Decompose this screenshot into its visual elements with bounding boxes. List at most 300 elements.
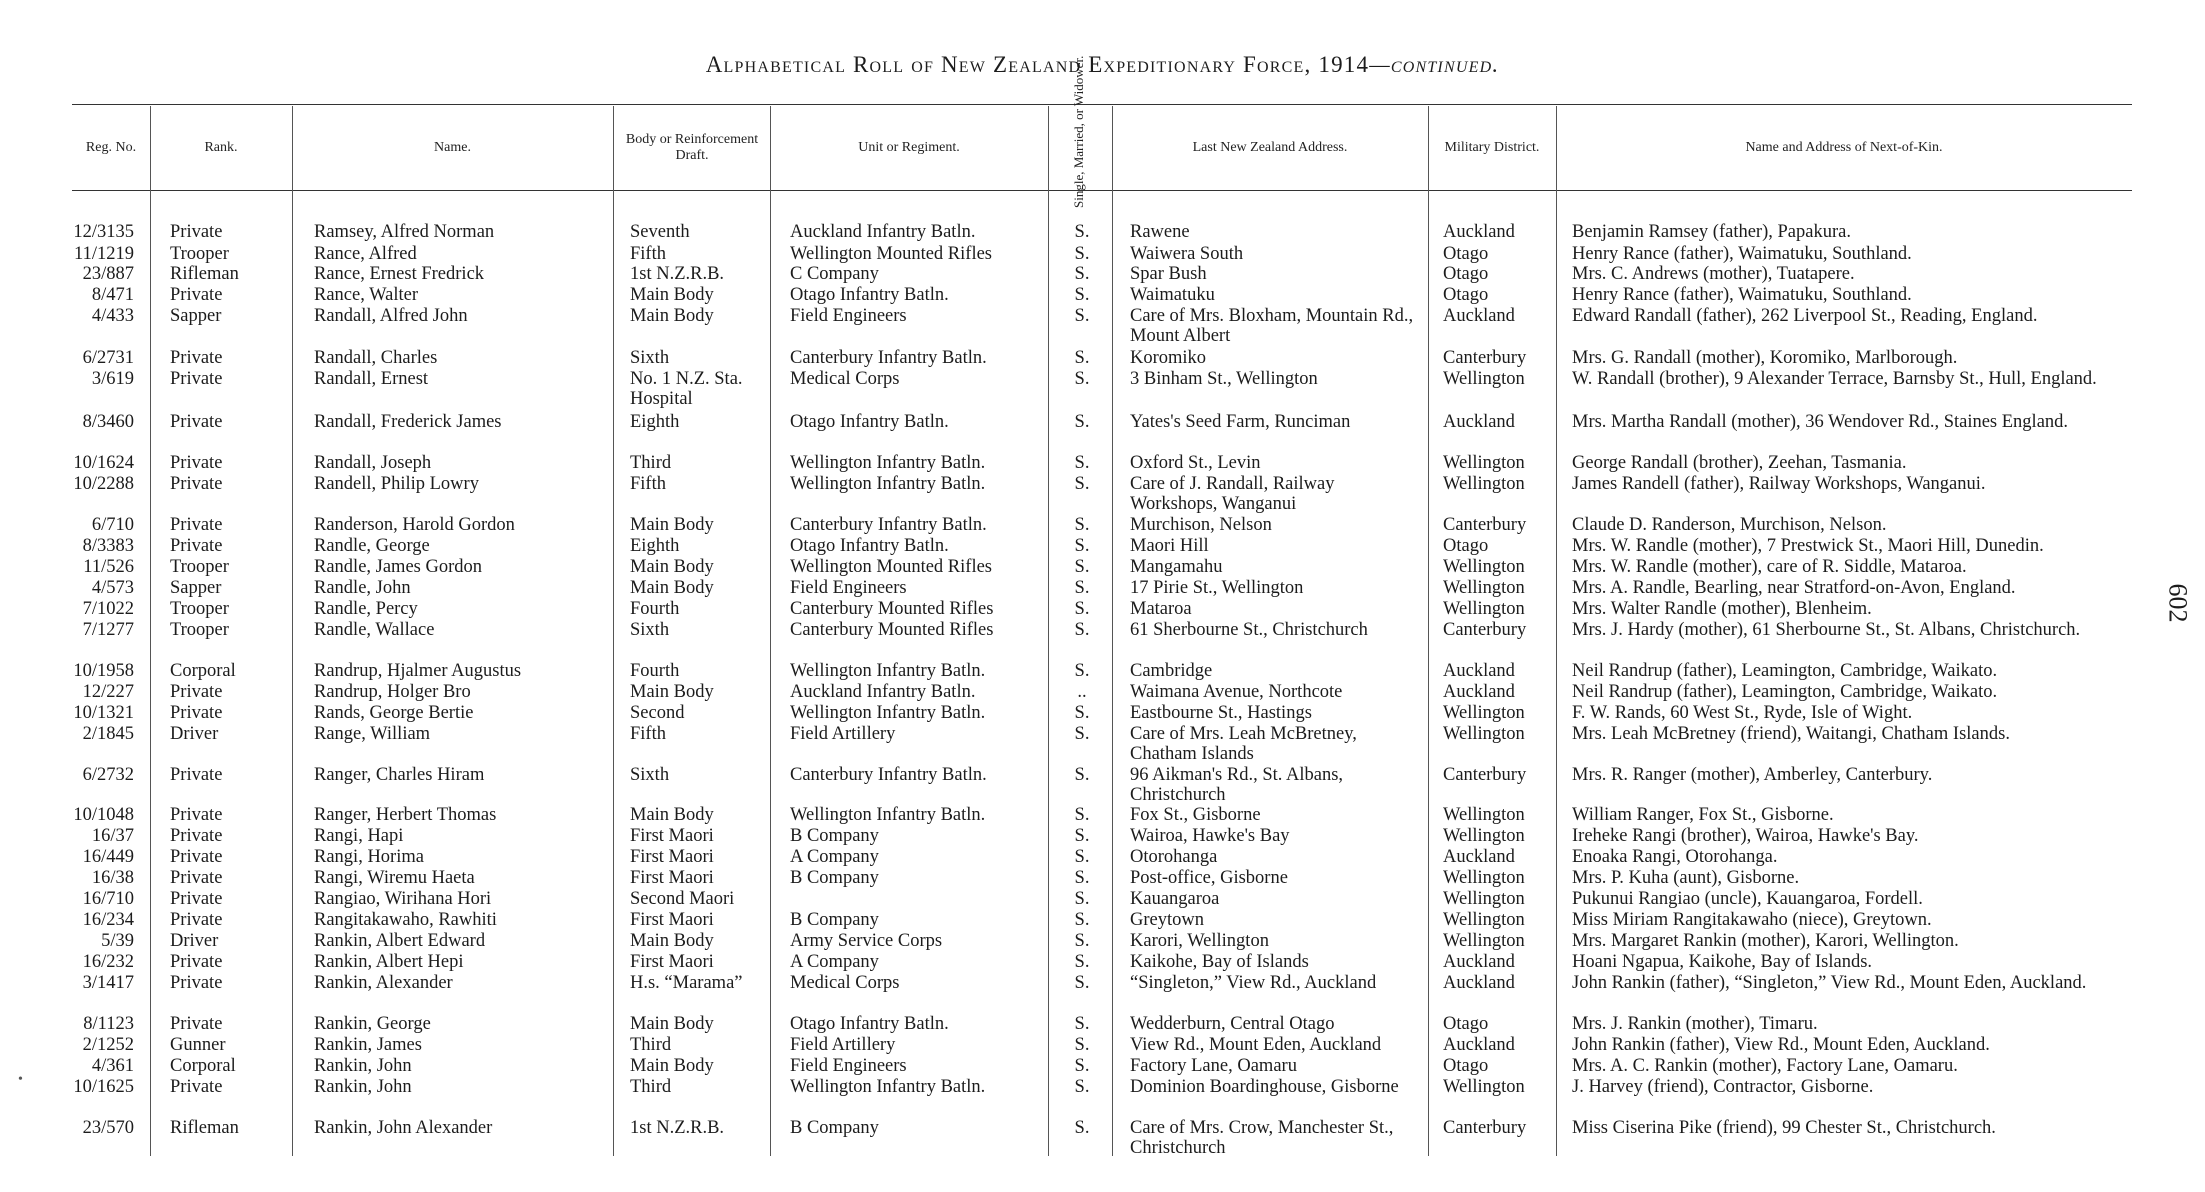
cell-district: Wellington [1443, 805, 1525, 825]
cell-district: Wellington [1443, 474, 1525, 494]
cell-kin: Mrs. W. Randle (mother), 7 Prestwick St., Maori Hill, Dunedin. [1572, 536, 2044, 556]
cell-status: .. [1077, 682, 1087, 702]
cell-body: Eighth [630, 536, 680, 556]
cell-kin: Mrs. A. Randle, Bearling, near Stratford-on-Avon, England. [1572, 578, 2016, 598]
cell-unit: Otago Infantry Batln. [790, 536, 949, 556]
cell-address: Wedderburn, Central Otago [1130, 1014, 1335, 1034]
cell-status: S. [1074, 285, 1090, 305]
cell-unit: B Company [790, 868, 879, 888]
cell-rank: Gunner [170, 1035, 226, 1055]
cell-status: S. [1074, 306, 1090, 326]
header-status: Single, Married, or Widower. [1071, 55, 1086, 208]
cell-rank: Rifleman [170, 1118, 239, 1138]
cell-reg: 8/471 [91, 285, 134, 305]
header-reg-no: Reg. No. [85, 140, 137, 155]
cell-address: Factory Lane, Oamaru [1130, 1056, 1297, 1076]
cell-reg: 6/710 [91, 515, 134, 535]
cell-unit: Wellington Mounted Rifles [790, 244, 992, 264]
cell-kin: Mrs. G. Randall (mother), Koromiko, Marlborough. [1572, 348, 1958, 368]
cell-rank: Private [170, 222, 223, 242]
cell-reg: 10/2288 [73, 474, 134, 494]
cell-district: Auckland [1443, 661, 1515, 681]
cell-rank: Private [170, 348, 223, 368]
cell-kin: Claude D. Randerson, Murchison, Nelson. [1572, 515, 1887, 535]
cell-rank: Private [170, 868, 223, 888]
cell-name: Randall, Ernest [314, 369, 429, 389]
cell-status: S. [1074, 1014, 1090, 1034]
cell-unit: Field Artillery [790, 1035, 896, 1055]
cell-body: Main Body [630, 285, 714, 305]
cell-address: 61 Sherbourne St., Christchurch [1130, 620, 1368, 640]
cell-address: Eastbourne St., Hastings [1130, 703, 1312, 723]
cell-unit: Otago Infantry Batln. [790, 285, 949, 305]
cell-reg: 16/37 [91, 826, 134, 846]
cell-address: Cambridge [1130, 661, 1213, 681]
column-divider [1112, 106, 1113, 1156]
cell-body: Fifth [630, 244, 666, 264]
cell-district: Auckland [1443, 412, 1515, 432]
cell-reg: 2/1845 [82, 724, 134, 744]
cell-kin: Hoani Ngapua, Kaikohe, Bay of Islands. [1572, 952, 1873, 972]
cell-status: S. [1074, 1056, 1090, 1076]
cell-rank: Trooper [170, 599, 229, 619]
cell-rank: Corporal [170, 1056, 236, 1076]
cell-district: Canterbury [1443, 765, 1527, 785]
cell-unit: Otago Infantry Batln. [790, 412, 949, 432]
cell-body: Main Body [630, 306, 714, 326]
cell-address: 96 Aikman's Rd., St. Albans, Christchurch [1130, 765, 1344, 805]
cell-address: Karori, Wellington [1130, 931, 1269, 951]
cell-reg: 3/1417 [82, 973, 134, 993]
cell-body: Eighth [630, 412, 680, 432]
cell-name: Randall, Frederick James [314, 412, 502, 432]
cell-name: Ranger, Herbert Thomas [314, 805, 497, 825]
cell-body: Main Body [630, 515, 714, 535]
cell-district: Otago [1443, 1014, 1489, 1034]
cell-address: Rawene [1130, 222, 1190, 242]
cell-body: Fifth [630, 724, 666, 744]
cell-body: Seventh [630, 222, 690, 242]
cell-rank: Sapper [170, 306, 222, 326]
cell-status: S. [1074, 620, 1090, 640]
cell-name: Rance, Alfred [314, 244, 417, 264]
cell-kin: Mrs. Leah McBretney (friend), Waitangi, Chatham Islands. [1572, 724, 2010, 744]
column-divider [770, 106, 771, 1156]
cell-unit: Field Engineers [790, 306, 907, 326]
cell-status: S. [1074, 348, 1090, 368]
cell-name: Randall, Joseph [314, 453, 432, 473]
column-divider [1048, 106, 1049, 1156]
cell-name: Rangi, Hapi [314, 826, 404, 846]
cell-address: Koromiko [1130, 348, 1207, 368]
cell-name: Rance, Ernest Fredrick [314, 264, 485, 284]
cell-address: Maori Hill [1130, 536, 1209, 556]
cell-district: Otago [1443, 244, 1489, 264]
cell-status: S. [1074, 805, 1090, 825]
cell-name: Rankin, George [314, 1014, 431, 1034]
cell-district: Wellington [1443, 826, 1525, 846]
cell-address: 17 Pirie St., Wellington [1130, 578, 1304, 598]
cell-status: S. [1074, 1035, 1090, 1055]
cell-name: Rangi, Horima [314, 847, 424, 867]
cell-name: Rangitakawaho, Rawhiti [314, 910, 497, 930]
cell-rank: Driver [170, 724, 219, 744]
cell-reg: 16/234 [82, 910, 134, 930]
cell-name: Rankin, James [314, 1035, 422, 1055]
cell-name: Rands, George Bertie [314, 703, 474, 723]
cell-address: Care of J. Randall, Railway Workshops, Wanganui [1130, 474, 1335, 514]
cell-kin: Mrs. Walter Randle (mother), Blenheim. [1572, 599, 1872, 619]
cell-kin: Pukunui Rangiao (uncle), Kauangaroa, Fordell. [1572, 889, 1923, 909]
cell-district: Wellington [1443, 868, 1525, 888]
cell-status: S. [1074, 264, 1090, 284]
cell-reg: 4/433 [91, 306, 134, 326]
cell-district: Otago [1443, 1056, 1489, 1076]
cell-body: Fourth [630, 599, 680, 619]
column-divider [1556, 106, 1557, 1156]
cell-district: Canterbury [1443, 620, 1527, 640]
cell-status: S. [1074, 826, 1090, 846]
column-divider [150, 106, 151, 1156]
cell-status: S. [1074, 474, 1090, 494]
cell-kin: Miss Miriam Rangitakawaho (niece), Greytown. [1572, 910, 1932, 930]
cell-rank: Private [170, 1014, 223, 1034]
cell-body: First Maori [630, 868, 714, 888]
cell-reg: 7/1022 [82, 599, 134, 619]
cell-district: Auckland [1443, 222, 1515, 242]
cell-kin: Mrs. J. Hardy (mother), 61 Sherbourne St., St. Albans, Christchurch. [1572, 620, 2081, 640]
cell-rank: Private [170, 412, 223, 432]
cell-body: First Maori [630, 910, 714, 930]
cell-reg: 8/1123 [83, 1014, 134, 1034]
cell-rank: Private [170, 682, 223, 702]
cell-name: Rangiao, Wirihana Hori [314, 889, 492, 909]
cell-kin: Mrs. Martha Randall (mother), 36 Wendover Rd., Staines England. [1572, 412, 2069, 432]
cell-kin: Mrs. R. Ranger (mother), Amberley, Canterbury. [1572, 765, 1933, 785]
cell-kin: Mrs. P. Kuha (aunt), Gisborne. [1572, 868, 1800, 888]
page-title [0, 52, 2205, 78]
header-body: Body or Reinforcement Draft. [625, 132, 759, 163]
cell-unit: Wellington Infantry Batln. [790, 703, 986, 723]
cell-unit: Wellington Infantry Batln. [790, 1077, 986, 1097]
cell-district: Canterbury [1443, 348, 1527, 368]
cell-address: Post-office, Gisborne [1130, 868, 1288, 888]
cell-unit: Field Artillery [790, 724, 896, 744]
cell-unit: Medical Corps [790, 973, 900, 993]
cell-kin: Neil Randrup (father), Leamington, Cambridge, Waikato. [1572, 661, 1998, 681]
cell-reg: 12/3135 [73, 222, 134, 242]
cell-district: Wellington [1443, 724, 1525, 744]
cell-kin: Miss Ciserina Pike (friend), 99 Chester St., Christchurch. [1572, 1118, 1996, 1138]
cell-address: Waiwera South [1130, 244, 1244, 264]
cell-rank: Private [170, 847, 223, 867]
cell-status: S. [1074, 557, 1090, 577]
cell-name: Randle, Percy [314, 599, 418, 619]
cell-status: S. [1074, 724, 1090, 744]
cell-reg: 12/227 [82, 682, 134, 702]
cell-reg: 16/232 [82, 952, 134, 972]
cell-body: Main Body [630, 682, 714, 702]
cell-name: Range, William [314, 724, 431, 744]
column-divider [292, 106, 293, 1156]
cell-kin: Henry Rance (father), Waimatuku, Southland. [1572, 285, 1912, 305]
cell-name: Rankin, Alexander [314, 973, 453, 993]
cell-reg: 8/3383 [82, 536, 134, 556]
cell-unit: Canterbury Infantry Batln. [790, 348, 987, 368]
cell-unit: Canterbury Infantry Batln. [790, 765, 987, 785]
cell-address: Spar Bush [1130, 264, 1207, 284]
cell-unit: Wellington Infantry Batln. [790, 453, 986, 473]
cell-name: Randle, John [314, 578, 411, 598]
header-bottom-rule [72, 190, 2132, 191]
cell-district: Otago [1443, 536, 1489, 556]
cell-district: Auckland [1443, 847, 1515, 867]
cell-unit: Canterbury Mounted Rifles [790, 620, 994, 640]
cell-district: Auckland [1443, 682, 1515, 702]
cell-kin: W. Randall (brother), 9 Alexander Terrace, Barnsby St., Hull, England. [1572, 369, 2097, 389]
cell-body: Fourth [630, 661, 680, 681]
cell-name: Rankin, Albert Hepi [314, 952, 464, 972]
cell-body: First Maori [630, 826, 714, 846]
cell-body: Main Body [630, 557, 714, 577]
cell-unit: A Company [790, 952, 879, 972]
cell-kin: James Randell (father), Railway Workshops, Wanganui. [1572, 474, 1986, 494]
cell-rank: Rifleman [170, 264, 239, 284]
cell-unit: Field Engineers [790, 578, 907, 598]
cell-unit: Wellington Infantry Batln. [790, 474, 986, 494]
cell-address: Dominion Boardinghouse, Gisborne [1130, 1077, 1399, 1097]
cell-kin: Neil Randrup (father), Leamington, Cambridge, Waikato. [1572, 682, 1998, 702]
cell-rank: Corporal [170, 661, 236, 681]
cell-status: S. [1074, 889, 1090, 909]
cell-status: S. [1074, 703, 1090, 723]
cell-name: Randle, James Gordon [314, 557, 483, 577]
cell-unit: Auckland Infantry Batln. [790, 682, 976, 702]
cell-address: Wairoa, Hawke's Bay [1130, 826, 1290, 846]
cell-district: Wellington [1443, 931, 1525, 951]
cell-kin: George Randall (brother), Zeehan, Tasmania. [1572, 453, 1907, 473]
cell-district: Auckland [1443, 1035, 1515, 1055]
cell-rank: Private [170, 805, 223, 825]
cell-name: Randall, Alfred John [314, 306, 468, 326]
cell-reg: 4/573 [91, 578, 134, 598]
cell-name: Rance, Walter [314, 285, 418, 305]
cell-unit: Medical Corps [790, 369, 900, 389]
header-district: Military District. [1444, 140, 1540, 155]
cell-kin: Henry Rance (father), Waimatuku, Southland. [1572, 244, 1912, 264]
cell-kin: Mrs. J. Rankin (mother), Timaru. [1572, 1014, 1818, 1034]
cell-unit: Wellington Infantry Batln. [790, 661, 986, 681]
cell-status: S. [1074, 515, 1090, 535]
cell-reg: 10/1624 [73, 453, 134, 473]
cell-kin: J. Harvey (friend), Contractor, Gisborne. [1572, 1077, 1874, 1097]
cell-district: Wellington [1443, 599, 1525, 619]
cell-district: Wellington [1443, 910, 1525, 930]
cell-status: S. [1074, 931, 1090, 951]
cell-reg: 7/1277 [82, 620, 134, 640]
cell-body: No. 1 N.Z. Sta. Hospital [630, 369, 743, 409]
title-continued: —continued. [1369, 52, 1500, 77]
cell-reg: 10/1048 [73, 805, 134, 825]
cell-address: Yates's Seed Farm, Runciman [1130, 412, 1351, 432]
cell-rank: Driver [170, 931, 219, 951]
header-address: Last New Zealand Address. [1192, 140, 1348, 155]
cell-reg: 10/1321 [73, 703, 134, 723]
cell-body: Third [630, 1077, 672, 1097]
cell-rank: Private [170, 826, 223, 846]
cell-reg: 5/39 [101, 931, 134, 951]
cell-body: Third [630, 1035, 672, 1055]
cell-address: Otorohanga [1130, 847, 1218, 867]
cell-reg: 10/1958 [73, 661, 134, 681]
cell-rank: Private [170, 703, 223, 723]
cell-unit: Field Engineers [790, 1056, 907, 1076]
cell-name: Rankin, John Alexander [314, 1118, 493, 1138]
cell-unit: Canterbury Infantry Batln. [790, 515, 987, 535]
cell-status: S. [1074, 412, 1090, 432]
cell-rank: Trooper [170, 557, 229, 577]
cell-rank: Trooper [170, 244, 229, 264]
cell-district: Wellington [1443, 1077, 1525, 1097]
cell-address: Greytown [1130, 910, 1204, 930]
cell-rank: Private [170, 889, 223, 909]
cell-body: First Maori [630, 847, 714, 867]
cell-status: S. [1074, 453, 1090, 473]
cell-reg: 10/1625 [73, 1077, 134, 1097]
cell-status: S. [1074, 244, 1090, 264]
cell-rank: Private [170, 1077, 223, 1097]
cell-rank: Trooper [170, 620, 229, 640]
cell-unit: Wellington Mounted Rifles [790, 557, 992, 577]
cell-status: S. [1074, 1077, 1090, 1097]
title-main: Alphabetical Roll of New Zealand Expeditionary Force, 1914 [705, 52, 1370, 77]
cell-rank: Sapper [170, 578, 222, 598]
cell-kin: Mrs. C. Andrews (mother), Tuatapere. [1572, 264, 1855, 284]
cell-body: Main Body [630, 1056, 714, 1076]
cell-district: Otago [1443, 264, 1489, 284]
cell-body: 1st N.Z.R.B. [630, 1118, 725, 1138]
cell-name: Randrup, Holger Bro [314, 682, 471, 702]
cell-rank: Private [170, 765, 223, 785]
cell-status: S. [1074, 952, 1090, 972]
cell-name: Randle, Wallace [314, 620, 435, 640]
header-unit: Unit or Regiment. [858, 140, 960, 155]
cell-kin: John Rankin (father), “Singleton,” View Rd., Mount Eden, Auckland. [1572, 973, 2087, 993]
cell-rank: Private [170, 973, 223, 993]
cell-body: First Maori [630, 952, 714, 972]
cell-rank: Private [170, 285, 223, 305]
cell-address: Oxford St., Levin [1130, 453, 1261, 473]
cell-name: Rankin, John [314, 1077, 412, 1097]
cell-reg: 6/2731 [82, 348, 134, 368]
cell-district: Auckland [1443, 952, 1515, 972]
cell-unit: Auckland Infantry Batln. [790, 222, 976, 242]
cell-name: Randrup, Hjalmer Augustus [314, 661, 522, 681]
cell-address: Waimatuku [1130, 285, 1215, 305]
cell-name: Ramsey, Alfred Norman [314, 222, 495, 242]
header-rank: Rank. [204, 140, 238, 155]
cell-unit: B Company [790, 826, 879, 846]
cell-kin: Mrs. A. C. Rankin (mother), Factory Lane, Oamaru. [1572, 1056, 1958, 1076]
cell-status: S. [1074, 599, 1090, 619]
cell-status: S. [1074, 868, 1090, 888]
cell-unit: B Company [790, 1118, 879, 1138]
cell-name: Randerson, Harold Gordon [314, 515, 515, 535]
cell-address: Mangamahu [1130, 557, 1223, 577]
cell-address: Care of Mrs. Leah McBretney, Chatham Islands [1130, 724, 1357, 764]
cell-body: Main Body [630, 931, 714, 951]
cell-status: S. [1074, 1118, 1090, 1138]
cell-name: Randell, Philip Lowry [314, 474, 479, 494]
cell-district: Auckland [1443, 306, 1515, 326]
cell-district: Canterbury [1443, 515, 1527, 535]
cell-reg: 11/1219 [74, 244, 134, 264]
cell-body: Sixth [630, 620, 670, 640]
cell-address: Kaikohe, Bay of Islands [1130, 952, 1309, 972]
cell-address: Care of Mrs. Crow, Manchester St., Christchurch [1130, 1118, 1394, 1158]
cell-reg: 16/449 [82, 847, 134, 867]
cell-name: Randle, George [314, 536, 430, 556]
cell-name: Rangi, Wiremu Haeta [314, 868, 475, 888]
cell-reg: 6/2732 [82, 765, 134, 785]
cell-rank: Private [170, 952, 223, 972]
cell-reg: 23/570 [82, 1118, 134, 1138]
cell-body: Second [630, 703, 685, 723]
cell-name: Ranger, Charles Hiram [314, 765, 485, 785]
cell-address: Care of Mrs. Bloxham, Mountain Rd., Mount Albert [1130, 306, 1414, 346]
cell-status: S. [1074, 536, 1090, 556]
cell-unit: Canterbury Mounted Rifles [790, 599, 994, 619]
cell-district: Wellington [1443, 703, 1525, 723]
cell-kin: Edward Randall (father), 262 Liverpool St., Reading, England. [1572, 306, 2038, 326]
cell-reg: 16/710 [82, 889, 134, 909]
cell-kin: Enoaka Rangi, Otorohanga. [1572, 847, 1778, 867]
cell-address: Mataroa [1130, 599, 1192, 619]
table-top-rule [72, 104, 2132, 105]
cell-unit: Wellington Infantry Batln. [790, 805, 986, 825]
cell-body: Sixth [630, 348, 670, 368]
cell-body: Second Maori [630, 889, 735, 909]
cell-district: Wellington [1443, 453, 1525, 473]
cell-reg: 23/887 [82, 264, 134, 284]
cell-status: S. [1074, 973, 1090, 993]
cell-kin: Ireheke Rangi (brother), Wairoa, Hawke's Bay. [1572, 826, 1919, 846]
column-divider [1428, 106, 1429, 1156]
cell-district: Wellington [1443, 889, 1525, 909]
cell-address: 3 Binham St., Wellington [1130, 369, 1318, 389]
cell-address: Fox St., Gisborne [1130, 805, 1261, 825]
cell-kin: Mrs. Margaret Rankin (mother), Karori, Wellington. [1572, 931, 1959, 951]
cell-reg: 4/361 [91, 1056, 134, 1076]
cell-status: S. [1074, 661, 1090, 681]
page-number: 602 [2163, 583, 2193, 623]
cell-address: Kauangaroa [1130, 889, 1220, 909]
cell-reg: 3/619 [91, 369, 134, 389]
cell-name: Randall, Charles [314, 348, 438, 368]
cell-district: Wellington [1443, 557, 1525, 577]
cell-district: Auckland [1443, 973, 1515, 993]
cell-name: Rankin, Albert Edward [314, 931, 486, 951]
cell-body: Third [630, 453, 672, 473]
cell-rank: Private [170, 369, 223, 389]
cell-status: S. [1074, 578, 1090, 598]
cell-name: Rankin, John [314, 1056, 412, 1076]
cell-kin: Benjamin Ramsey (father), Papakura. [1572, 222, 1851, 242]
header-next-of-kin: Name and Address of Next-of-Kin. [1745, 140, 1943, 155]
cell-status: S. [1074, 765, 1090, 785]
cell-address: “Singleton,” View Rd., Auckland [1130, 973, 1377, 993]
cell-unit: C Company [790, 264, 879, 284]
